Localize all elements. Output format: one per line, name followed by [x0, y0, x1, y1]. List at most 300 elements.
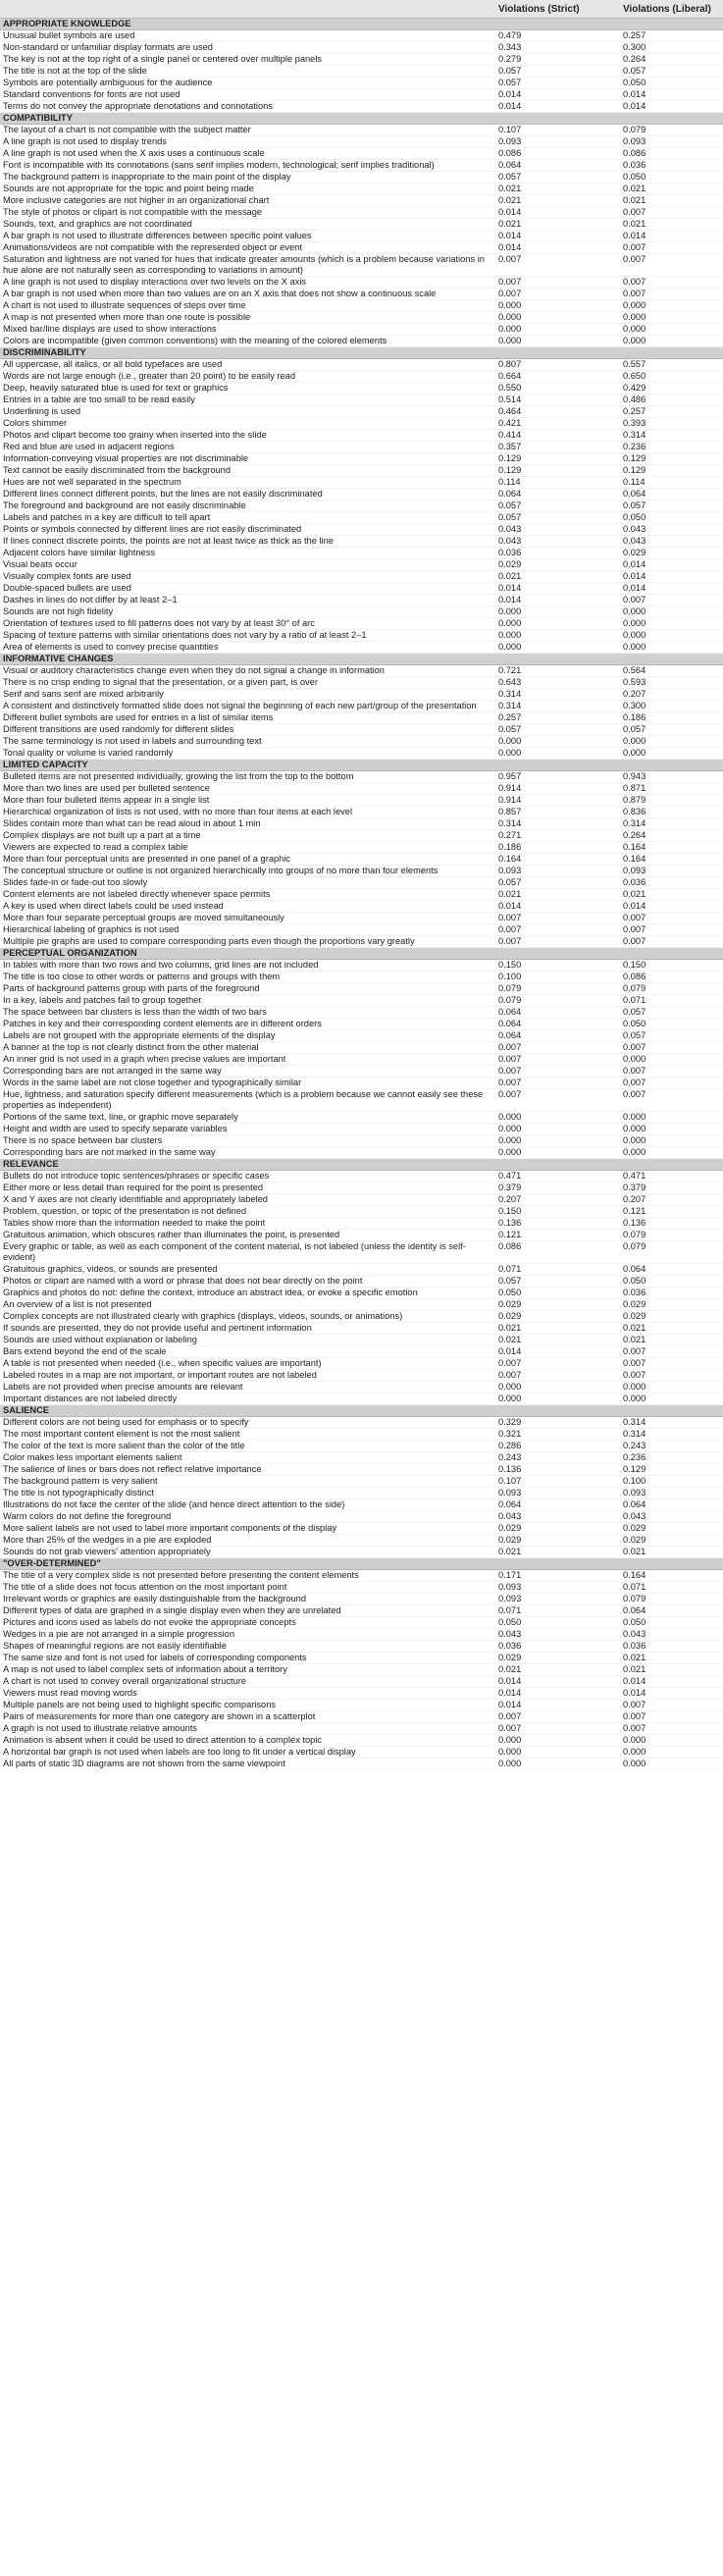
- row-liberal-value: 0.050: [620, 172, 723, 184]
- table-row: [0, 1007, 723, 1019]
- row-strict-value: 0.050: [495, 1288, 620, 1299]
- row-strict-value: 0.550: [495, 383, 620, 394]
- row-guideline: Standard conventions for fonts are not used: [0, 89, 495, 101]
- row-guideline: Labels are not provided when precise amounts are relevant: [0, 1382, 495, 1393]
- row-strict-value: 0.107: [495, 125, 620, 136]
- row-strict-value: 0.721: [495, 665, 620, 677]
- row-liberal-value: 0.079: [620, 983, 723, 995]
- row-guideline: Gratuitous graphics, videos, or sounds are presented: [0, 1264, 495, 1276]
- table-row: [0, 1089, 723, 1112]
- row-strict-value: 0.093: [495, 1582, 620, 1594]
- row-guideline: A map is not used to label complex sets of information about a territory: [0, 1664, 495, 1676]
- table-row: [0, 465, 723, 477]
- row-guideline: Underlining is used: [0, 406, 495, 418]
- row-liberal-value: 0.000: [620, 618, 723, 630]
- row-guideline: Different bullet symbols are used for entries in a list of similar items: [0, 712, 495, 724]
- table-row: [0, 1066, 723, 1078]
- row-liberal-value: 0.021: [620, 219, 723, 231]
- row-guideline: In tables with more than two rows and two columns, grid lines are not included: [0, 960, 495, 972]
- row-strict-value: 0.000: [495, 1735, 620, 1747]
- row-liberal-value: 0.021: [620, 1335, 723, 1346]
- row-strict-value: 0.464: [495, 406, 620, 418]
- row-guideline: The title is not typographically distinct: [0, 1488, 495, 1499]
- row-guideline: A horizontal bar graph is not used when labels are too long to fit under a vertical display: [0, 1747, 495, 1759]
- row-guideline: Tables show more than the information needed to make the point: [0, 1218, 495, 1230]
- row-strict-value: 0.321: [495, 1429, 620, 1441]
- row-guideline: Pictures and icons used as labels do not evoke the appropriate concepts: [0, 1617, 495, 1629]
- row-strict-value: 0.000: [495, 1135, 620, 1147]
- row-guideline: Multiple pie graphs are used to compare corresponding parts even though the proportions vary greatly: [0, 936, 495, 948]
- row-guideline: A graph is not used to illustrate relative amounts: [0, 1723, 495, 1735]
- row-strict-value: 0.057: [495, 1276, 620, 1288]
- table-row: [0, 1382, 723, 1393]
- table-row: [0, 1441, 723, 1452]
- table-row: [0, 889, 723, 901]
- row-liberal-value: 0.029: [620, 548, 723, 559]
- row-liberal-value: 0.036: [620, 160, 723, 172]
- row-guideline: Adjacent colors have similar lightness: [0, 548, 495, 559]
- table-row: [0, 524, 723, 536]
- row-liberal-value: 0.007: [620, 254, 723, 277]
- table-row: [0, 1276, 723, 1288]
- table-header-row: [0, 0, 723, 19]
- table-row: [0, 972, 723, 983]
- row-strict-value: 0.279: [495, 54, 620, 66]
- row-liberal-value: 0.100: [620, 1476, 723, 1488]
- row-guideline: Double-spaced bullets are used: [0, 583, 495, 595]
- table-row: [0, 1535, 723, 1547]
- row-strict-value: 0.021: [495, 195, 620, 207]
- row-strict-value: 0.957: [495, 771, 620, 783]
- row-guideline: Bars extend beyond the end of the scale: [0, 1346, 495, 1358]
- row-guideline: Different colors are not being used for emphasis or to specify: [0, 1417, 495, 1429]
- table-row: [0, 89, 723, 101]
- row-strict-value: 0.057: [495, 172, 620, 184]
- row-guideline: More inclusive categories are not higher in an organizational chart: [0, 195, 495, 207]
- table-row: [0, 160, 723, 172]
- row-liberal-value: 0.000: [620, 606, 723, 618]
- row-liberal-value: 0.000: [620, 736, 723, 748]
- row-guideline: The title is too close to other words or patterns and groups with them: [0, 972, 495, 983]
- row-strict-value: 0.007: [495, 924, 620, 936]
- table-row: [0, 172, 723, 184]
- row-strict-value: 0.014: [495, 1700, 620, 1711]
- table-row: [0, 418, 723, 430]
- row-liberal-value: 0.093: [620, 1488, 723, 1499]
- row-strict-value: 0.093: [495, 1488, 620, 1499]
- row-liberal-value: 0.007: [620, 1089, 723, 1112]
- table-row: [0, 583, 723, 595]
- row-guideline: Pairs of measurements for more than one category are shown in a scatterplot: [0, 1711, 495, 1723]
- row-liberal-value: 0.000: [620, 1112, 723, 1124]
- table-row: [0, 818, 723, 830]
- row-strict-value: 0.000: [495, 336, 620, 347]
- row-liberal-value: 0.071: [620, 995, 723, 1007]
- row-liberal-value: 0.079: [620, 1230, 723, 1241]
- row-strict-value: 0.043: [495, 524, 620, 536]
- table-row: [0, 630, 723, 642]
- row-guideline: Photos or clipart are named with a word or phrase that does not bear directly on the point: [0, 1276, 495, 1288]
- row-guideline: There is no space between bar clusters: [0, 1135, 495, 1147]
- row-liberal-value: 0.050: [620, 1617, 723, 1629]
- row-guideline: Sounds are used without explanation or labeling: [0, 1335, 495, 1346]
- row-liberal-value: 0.014: [620, 1676, 723, 1688]
- row-strict-value: 0.007: [495, 254, 620, 277]
- row-strict-value: 0.164: [495, 854, 620, 866]
- table-row: [0, 1218, 723, 1230]
- row-guideline: Labels are not grouped with the appropriate elements of the display: [0, 1030, 495, 1042]
- table-row: [0, 1711, 723, 1723]
- row-liberal-value: 0.000: [620, 336, 723, 347]
- row-guideline: X and Y axes are not clearly identifiable and appropriately labeled: [0, 1194, 495, 1206]
- table-row: [0, 1230, 723, 1241]
- table-row: [0, 1393, 723, 1405]
- row-strict-value: 0.100: [495, 972, 620, 983]
- table-row: [0, 1264, 723, 1276]
- row-strict-value: 0.000: [495, 1382, 620, 1393]
- row-guideline: Content elements are not labeled directly whenever space permits: [0, 889, 495, 901]
- section-title: LIMITED CAPACITY: [0, 760, 723, 771]
- row-guideline: Corresponding bars are not arranged in the same way: [0, 1066, 495, 1078]
- row-guideline: Dashes in lines do not differ by at least 2–1: [0, 595, 495, 606]
- row-guideline: Height and width are used to specify separate variables: [0, 1124, 495, 1135]
- row-liberal-value: 0.000: [620, 748, 723, 760]
- row-liberal-value: 0.029: [620, 1311, 723, 1323]
- table-row: [0, 1476, 723, 1488]
- row-guideline: Spacing of texture patterns with similar orientations does not vary by a ratio of at least 2–1: [0, 630, 495, 642]
- row-guideline: A chart is not used to illustrate sequences of steps over time: [0, 300, 495, 312]
- table-row: [0, 1311, 723, 1323]
- row-guideline: Bulleted items are not presented individually, growing the list from the top to the bottom: [0, 771, 495, 783]
- row-strict-value: 0.014: [495, 583, 620, 595]
- table-row: [0, 1759, 723, 1770]
- table-row: [0, 606, 723, 618]
- table-row: [0, 101, 723, 113]
- table-row: [0, 1124, 723, 1135]
- row-guideline: Deep, heavily saturated blue is used for text or graphics: [0, 383, 495, 394]
- row-strict-value: 0.643: [495, 677, 620, 689]
- row-liberal-value: 0.000: [620, 1147, 723, 1159]
- row-guideline: Entries in a table are too small to be read easily: [0, 394, 495, 406]
- row-guideline: A key is used when direct labels could be used instead: [0, 901, 495, 913]
- row-guideline: The title of a slide does not focus attention on the most important point: [0, 1582, 495, 1594]
- row-liberal-value: 0.093: [620, 136, 723, 148]
- row-guideline: Problem, question, or topic of the presentation is not defined: [0, 1206, 495, 1218]
- table-row: [0, 1183, 723, 1194]
- row-liberal-value: 0.564: [620, 665, 723, 677]
- row-liberal-value: 0.014: [620, 231, 723, 242]
- table-row: [0, 1054, 723, 1066]
- row-liberal-value: 0.079: [620, 1594, 723, 1605]
- row-strict-value: 0.029: [495, 1653, 620, 1664]
- row-guideline: Tonal quality or volume is varied randomly: [0, 748, 495, 760]
- row-guideline: Viewers must read moving words: [0, 1688, 495, 1700]
- table-row: [0, 995, 723, 1007]
- table-row: [0, 1629, 723, 1641]
- row-guideline: The layout of a chart is not compatible with the subject matter: [0, 125, 495, 136]
- table-row: [0, 383, 723, 394]
- table-row: [0, 830, 723, 842]
- row-liberal-value: 0.050: [620, 78, 723, 89]
- row-guideline: Wedges in a pie are not arranged in a simple progression: [0, 1629, 495, 1641]
- table-row: [0, 877, 723, 889]
- row-liberal-value: 0.086: [620, 972, 723, 983]
- row-guideline: Bullets do not introduce topic sentences/phrases or specific cases: [0, 1171, 495, 1183]
- section-title: COMPATIBILITY: [0, 113, 723, 125]
- table-row: [0, 1194, 723, 1206]
- row-guideline: More than 25% of the wedges in a pie are exploded: [0, 1535, 495, 1547]
- row-guideline: Every graphic or table, as well as each component of the content material, is not labeled (unless the identity is self-evident): [0, 1241, 495, 1264]
- table-row: [0, 254, 723, 277]
- table-row: [0, 500, 723, 512]
- row-liberal-value: 0.593: [620, 677, 723, 689]
- row-guideline: A line graph is not used to display trends: [0, 136, 495, 148]
- table-row: [0, 1499, 723, 1511]
- row-strict-value: 0.007: [495, 1078, 620, 1089]
- row-strict-value: 0.021: [495, 889, 620, 901]
- row-guideline: If lines connect discrete points, the points are not at least twice as thick as the line: [0, 536, 495, 548]
- table-row: [0, 1346, 723, 1358]
- row-strict-value: 0.029: [495, 559, 620, 571]
- row-strict-value: 0.471: [495, 1171, 620, 1183]
- row-strict-value: 0.000: [495, 312, 620, 324]
- row-guideline: Hierarchical labeling of graphics is not used: [0, 924, 495, 936]
- row-guideline: All uppercase, all italics, or all bold typefaces are used: [0, 359, 495, 371]
- row-liberal-value: 0.000: [620, 300, 723, 312]
- row-guideline: A line graph is not used when the X axis uses a continuous scale: [0, 148, 495, 160]
- row-strict-value: 0.007: [495, 1054, 620, 1066]
- table-row: [0, 78, 723, 89]
- row-guideline: Labels and patches in a key are difficult to tell apart: [0, 512, 495, 524]
- row-liberal-value: 0.164: [620, 842, 723, 854]
- table-row: [0, 1288, 723, 1299]
- row-strict-value: 0.093: [495, 136, 620, 148]
- row-strict-value: 0.121: [495, 1230, 620, 1241]
- table-row: [0, 324, 723, 336]
- row-liberal-value: 0.007: [620, 924, 723, 936]
- row-liberal-value: 0.014: [620, 101, 723, 113]
- row-liberal-value: 0.050: [620, 512, 723, 524]
- row-liberal-value: 0.057: [620, 724, 723, 736]
- row-guideline: Serif and sans serif are mixed arbitrarily: [0, 689, 495, 701]
- row-guideline: Labeled routes in a map are not important, or important routes are not labeled: [0, 1370, 495, 1382]
- row-liberal-value: 0.007: [620, 242, 723, 254]
- table-body: [0, 19, 723, 1770]
- row-liberal-value: 0.021: [620, 1547, 723, 1558]
- row-strict-value: 0.379: [495, 1183, 620, 1194]
- row-liberal-value: 0.236: [620, 1452, 723, 1464]
- row-guideline: There is no crisp ending to signal that the presentation, or a given part, is over: [0, 677, 495, 689]
- row-strict-value: 0.064: [495, 1007, 620, 1019]
- row-strict-value: 0.207: [495, 1194, 620, 1206]
- table-row: [0, 866, 723, 877]
- row-liberal-value: 0.257: [620, 406, 723, 418]
- row-guideline: Portions of the same text, line, or graphic move separately: [0, 1112, 495, 1124]
- table-row: [0, 748, 723, 760]
- row-guideline: A bar graph is not used to illustrate differences between specific point values: [0, 231, 495, 242]
- row-guideline: An inner grid is not used in a graph when precise values are important: [0, 1054, 495, 1066]
- row-liberal-value: 0.264: [620, 830, 723, 842]
- row-strict-value: 0.021: [495, 1664, 620, 1676]
- row-strict-value: 0.329: [495, 1417, 620, 1429]
- row-liberal-value: 0.071: [620, 1582, 723, 1594]
- row-guideline: Hierarchical organization of lists is not used, with no more than four items at each level: [0, 807, 495, 818]
- row-liberal-value: 0.007: [620, 277, 723, 289]
- row-guideline: Different lines connect different points, but the lines are not easily discriminated: [0, 489, 495, 500]
- table-row: [0, 371, 723, 383]
- table-row: [0, 571, 723, 583]
- row-liberal-value: 0.007: [620, 207, 723, 219]
- row-strict-value: 0.021: [495, 571, 620, 583]
- header-liberal: Violations (Liberal): [620, 0, 723, 19]
- row-strict-value: 0.000: [495, 736, 620, 748]
- row-strict-value: 0.357: [495, 442, 620, 453]
- row-strict-value: 0.150: [495, 960, 620, 972]
- row-strict-value: 0.021: [495, 1335, 620, 1346]
- row-strict-value: 0.021: [495, 184, 620, 195]
- row-strict-value: 0.021: [495, 1547, 620, 1558]
- row-strict-value: 0.514: [495, 394, 620, 406]
- row-strict-value: 0.000: [495, 324, 620, 336]
- row-guideline: The salience of lines or bars does not reflect relative importance: [0, 1464, 495, 1476]
- table-row: [0, 394, 723, 406]
- table-row: [0, 512, 723, 524]
- row-strict-value: 0.014: [495, 1676, 620, 1688]
- row-strict-value: 0.057: [495, 724, 620, 736]
- row-guideline: A line graph is not used to display interactions over two levels on the X axis: [0, 277, 495, 289]
- row-liberal-value: 0.000: [620, 1759, 723, 1770]
- table-row: [0, 277, 723, 289]
- row-liberal-value: 0.000: [620, 1135, 723, 1147]
- table-row: [0, 1429, 723, 1441]
- table-row: [0, 336, 723, 347]
- row-strict-value: 0.107: [495, 1476, 620, 1488]
- row-strict-value: 0.064: [495, 489, 620, 500]
- table-row: [0, 1605, 723, 1617]
- row-liberal-value: 0.164: [620, 854, 723, 866]
- row-strict-value: 0.014: [495, 231, 620, 242]
- row-strict-value: 0.021: [495, 1323, 620, 1335]
- row-liberal-value: 0.014: [620, 571, 723, 583]
- row-strict-value: 0.000: [495, 1147, 620, 1159]
- row-liberal-value: 0.000: [620, 1735, 723, 1747]
- row-guideline: More salient labels are not used to label more important components of the display: [0, 1523, 495, 1535]
- row-liberal-value: 0.014: [620, 901, 723, 913]
- section-title: RELEVANCE: [0, 1159, 723, 1171]
- row-strict-value: 0.000: [495, 1393, 620, 1405]
- table-row: [0, 184, 723, 195]
- row-strict-value: 0.093: [495, 866, 620, 877]
- section-header-row: [0, 347, 723, 359]
- row-strict-value: 0.007: [495, 936, 620, 948]
- row-strict-value: 0.000: [495, 748, 620, 760]
- row-strict-value: 0.064: [495, 1030, 620, 1042]
- row-strict-value: 0.057: [495, 512, 620, 524]
- section-header-row: [0, 113, 723, 125]
- table-row: [0, 1511, 723, 1523]
- row-strict-value: 0.000: [495, 1112, 620, 1124]
- row-guideline: Words in the same label are not close together and typographically similar: [0, 1078, 495, 1089]
- row-strict-value: 0.257: [495, 712, 620, 724]
- row-guideline: In a key, labels and patches fail to group together: [0, 995, 495, 1007]
- row-liberal-value: 0.257: [620, 30, 723, 42]
- row-guideline: Hue, lightness, and saturation specify different measurements (which is a problem because we cannot easily see these properties as independent): [0, 1089, 495, 1112]
- row-guideline: Sounds are not high fidelity: [0, 606, 495, 618]
- row-strict-value: 0.271: [495, 830, 620, 842]
- row-guideline: The same terminology is not used in labels and surrounding text: [0, 736, 495, 748]
- table-row: [0, 1464, 723, 1476]
- table-row: [0, 125, 723, 136]
- row-guideline: The style of photos or clipart is not compatible with the message: [0, 207, 495, 219]
- row-liberal-value: 0.243: [620, 1441, 723, 1452]
- table-row: [0, 1641, 723, 1653]
- table-row: [0, 231, 723, 242]
- table-row: [0, 195, 723, 207]
- row-guideline: The title of a very complex slide is not presented before presenting the content elements: [0, 1570, 495, 1582]
- row-liberal-value: 0.064: [620, 1264, 723, 1276]
- table-row: [0, 795, 723, 807]
- section-title: APPROPRIATE KNOWLEDGE: [0, 19, 723, 30]
- row-guideline: The conceptual structure or outline is not organized hierarchically into groups of no more than four elements: [0, 866, 495, 877]
- row-strict-value: 0.057: [495, 877, 620, 889]
- table-row: [0, 312, 723, 324]
- row-liberal-value: 0.650: [620, 371, 723, 383]
- row-strict-value: 0.807: [495, 359, 620, 371]
- row-liberal-value: 0.029: [620, 1535, 723, 1547]
- row-liberal-value: 0.000: [620, 312, 723, 324]
- row-guideline: Shapes of meaningful regions are not easily identifiable: [0, 1641, 495, 1653]
- row-guideline: More than two lines are used per bulleted sentence: [0, 783, 495, 795]
- table-row: [0, 148, 723, 160]
- row-strict-value: 0.043: [495, 536, 620, 548]
- row-guideline: Unusual bullet symbols are used: [0, 30, 495, 42]
- row-guideline: Illustrations do not face the center of the slide (and hence direct attention to the side): [0, 1499, 495, 1511]
- row-strict-value: 0.086: [495, 1241, 620, 1264]
- row-guideline: Photos and clipart become too grainy when inserted into the slide: [0, 430, 495, 442]
- row-liberal-value: 0.000: [620, 1747, 723, 1759]
- table-row: [0, 430, 723, 442]
- row-strict-value: 0.114: [495, 477, 620, 489]
- row-liberal-value: 0.379: [620, 1183, 723, 1194]
- row-strict-value: 0.129: [495, 465, 620, 477]
- table-row: [0, 724, 723, 736]
- row-liberal-value: 0.207: [620, 689, 723, 701]
- section-title: "OVER-DETERMINED": [0, 1558, 723, 1570]
- row-guideline: The space between bar clusters is less than the width of two bars: [0, 1007, 495, 1019]
- row-strict-value: 0.914: [495, 783, 620, 795]
- section-title: DISCRIMINABILITY: [0, 347, 723, 359]
- row-strict-value: 0.000: [495, 606, 620, 618]
- table-row: [0, 618, 723, 630]
- row-guideline: Sounds do not grab viewers' attention appropriately: [0, 1547, 495, 1558]
- row-liberal-value: 0.207: [620, 1194, 723, 1206]
- row-liberal-value: 0.186: [620, 712, 723, 724]
- row-liberal-value: 0.057: [620, 500, 723, 512]
- row-strict-value: 0.014: [495, 901, 620, 913]
- row-guideline: Parts of background patterns group with parts of the foreground: [0, 983, 495, 995]
- row-liberal-value: 0.150: [620, 960, 723, 972]
- section-header-row: [0, 948, 723, 960]
- row-liberal-value: 0.000: [620, 642, 723, 654]
- table-row: [0, 642, 723, 654]
- row-strict-value: 0.243: [495, 1452, 620, 1464]
- row-guideline: An overview of a list is not presented: [0, 1299, 495, 1311]
- table-row: [0, 66, 723, 78]
- table-row: [0, 1735, 723, 1747]
- row-liberal-value: 0.079: [620, 125, 723, 136]
- table-row: [0, 1042, 723, 1054]
- row-strict-value: 0.014: [495, 89, 620, 101]
